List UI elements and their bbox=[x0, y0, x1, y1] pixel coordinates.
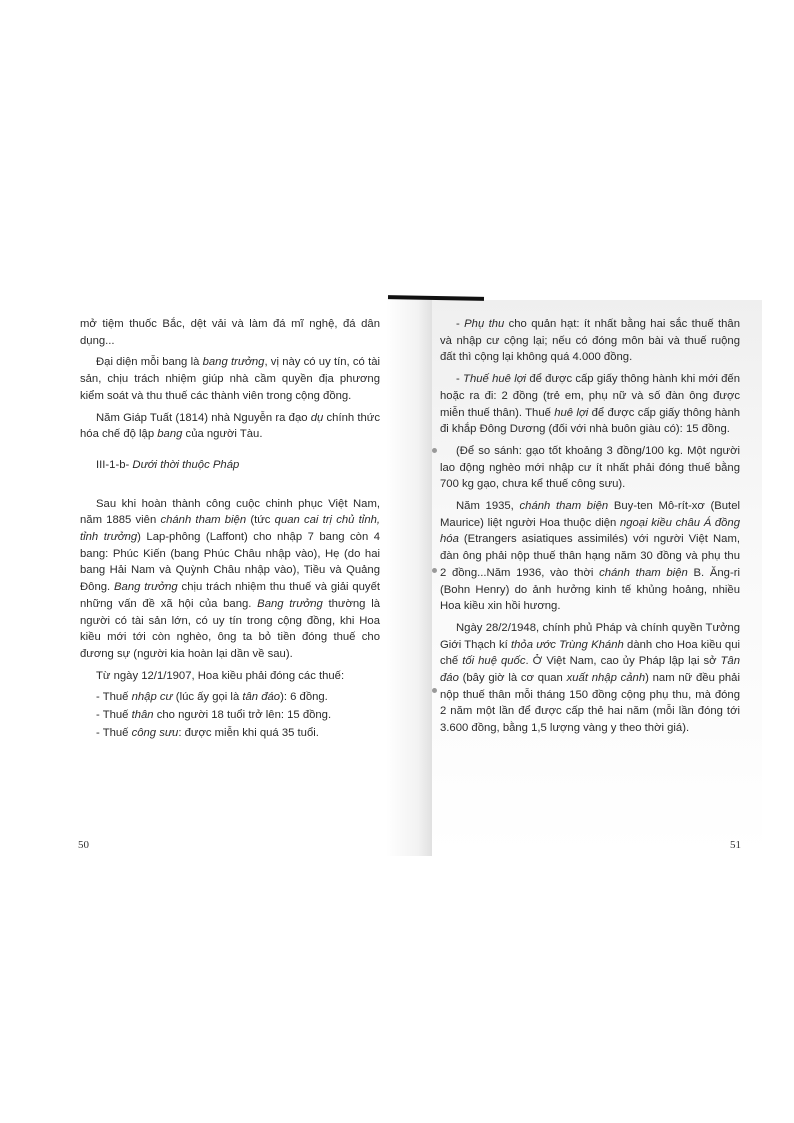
right-page bbox=[440, 316, 740, 742]
paragraph: Năm 1935, chánh tham biện Buy-ten Mô-rít-xơ (Butel Maurice) liệt người Hoa thuộc diện ngoại kiều châu Á đồng hóa (Etrangers asiatiques assimilés) với người Việt Nam, đàn ông phải nộp thuế thân hạng năm 30 đồng và phụ thu 2 đồng...Năm 1936, vào thời chánh tham biện B. Ăng-ri (Bohn Henry) do ảnh hưởng kinh tế khủng hoảng, nhiều Hoa kiều xin hồi hương. bbox=[440, 500, 741, 613]
page-number-right: 51 bbox=[730, 839, 741, 851]
paragraph: - Phụ thu cho quản hạt: ít nhất bằng hai sắc thuế thân và nhập cư cộng lại; nếu có đóng môn bài và thuế ruộng đất thì cộng lại không quá 4.000 đồng. bbox=[440, 318, 740, 364]
gutter-shadow bbox=[386, 296, 432, 856]
section-heading: III-1-b- Dưới thời thuộc Pháp bbox=[96, 458, 240, 471]
paragraph: Sau khi hoàn thành công cuộc chinh phục Việt Nam, năm 1885 viên chánh tham biện (tức quan cai trị chủ tỉnh, tỉnh trưởng) Lap-phông (Laffont) cho nhập 7 bang còn 4 bang: Phúc Kiến (bang Phúc Châu nhập vào), Hẹ (do hai bang Hải Nam và Quỳnh Châu nhập vào), Tiều và Quảng Đông. Bang trưởng chịu trách nhiệm thu thuế và giải quyết những vấn đề xã hội của bang. Bang trưởng thường là người có tài sản lớn, có uy tín trong cộng đồng, khi Hoa kiều mới tới còn nghèo, ông ta bỏ tiền đóng thuế cho đương sự (người kia hoàn lại dần về sau). bbox=[80, 497, 381, 660]
binding-hole bbox=[432, 448, 437, 453]
binding-hole bbox=[432, 568, 437, 573]
paragraph: - Thuế thân cho người 18 tuổi trở lên: 15 đồng. bbox=[96, 709, 332, 722]
paragraph: - Thuế công sưu: được miễn khi quá 35 tuổi. bbox=[96, 726, 319, 739]
right-page-body bbox=[440, 316, 740, 737]
paragraph: - Thuế huê lợi để được cấp giấy thông hành khi mới đến hoặc ra đi: 2 đồng (trẻ em, phụ nữ và số đàn ông được miễn thuế thân). Thuế huê lợi để được cấp giấy thông hành đi khắp Đông Dương (đối với nhà buôn giàu có): 15 đồng. bbox=[440, 373, 741, 436]
paragraph: Đại diện mỗi bang là bang trưởng, vị này có uy tín, có tài sản, chịu trách nhiệm giúp nhà cầm quyền địa phương kiểm soát và thu thuế các thành viên trong cộng đồng. bbox=[80, 356, 380, 402]
paragraph: (Để so sánh: gạo tốt khoảng 3 đồng/100 kg. Một người lao động nghèo mới nhập cư ít nhất phải đóng thuế bằng 700 kg gạo, chưa kể thuế công sưu). bbox=[440, 444, 740, 491]
left-page-intro bbox=[80, 316, 380, 443]
left-page-body bbox=[80, 496, 380, 742]
paragraph: Ngày 28/2/1948, chính phủ Pháp và chính quyền Tưởng Giới Thạch kí thỏa ước Trùng Khánh dành cho Hoa kiều qui chế tối huệ quốc. Ở Việt Nam, cao ủy Pháp lập lại sở Tân đáo (bây giờ là cơ quan xuất nhập cảnh) nam nữ đều phải nộp thuế thân mỗi tháng 150 đồng cộng phụ thu, mà đóng 2 năm một lần để được cấp thẻ hai năm (mỗi lần đóng tới 3.600 đồng, bằng 1,5 lượng vàng y theo thời giá). bbox=[440, 621, 740, 735]
paragraph: mở tiệm thuốc Bắc, dệt vải và làm đá mĩ nghệ, đá dân dụng... bbox=[80, 318, 380, 347]
page-number-left: 50 bbox=[78, 839, 89, 851]
left-page bbox=[80, 316, 380, 742]
binding-hole bbox=[432, 688, 437, 693]
paragraph: - Thuế nhập cư (lúc ấy gọi là tân đáo): 6 đồng. bbox=[96, 691, 328, 704]
book-spread bbox=[42, 296, 762, 856]
paragraph: Từ ngày 12/1/1907, Hoa kiều phải đóng các thuế: bbox=[96, 669, 345, 682]
paragraph: Năm Giáp Tuất (1814) nhà Nguyễn ra đạo dụ chính thức hóa chế độ lập bang của người Tàu. bbox=[80, 411, 381, 441]
